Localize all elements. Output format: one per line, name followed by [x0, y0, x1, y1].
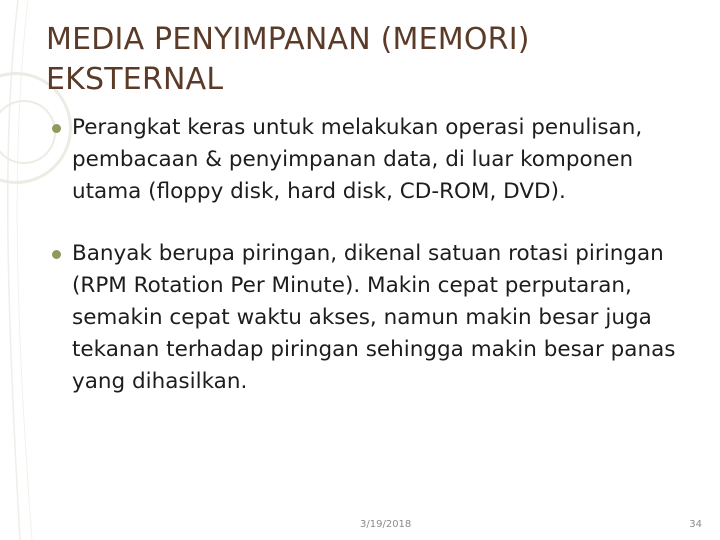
slide-title: MEDIA PENYIMPANAN (MEMORI) EKSTERNAL	[46, 22, 530, 97]
bullet-list	[52, 112, 692, 398]
bullet-dot-icon	[52, 250, 61, 259]
bullet-item	[52, 238, 692, 398]
page-number: 34	[689, 519, 702, 530]
bullet-item	[52, 112, 692, 208]
bullet-text: Banyak berupa piringan, dikenal satuan rotasi piringan (RPM Rotation Per Minute). Makin cepat perputaran, semakin cepat waktu akses, namun makin besar juga tekanan terhadap piringan sehingga makin besar panas yang dihasilkan.	[72, 241, 676, 394]
footer-date: 3/19/2018	[360, 519, 412, 530]
bullet-text: Perangkat keras untuk melakukan operasi penulisan, pembacaan & penyimpanan data, di luar komponen utama (floppy disk, hard disk, CD-ROM, DVD).	[72, 115, 643, 204]
bullet-dot-icon	[52, 124, 61, 133]
